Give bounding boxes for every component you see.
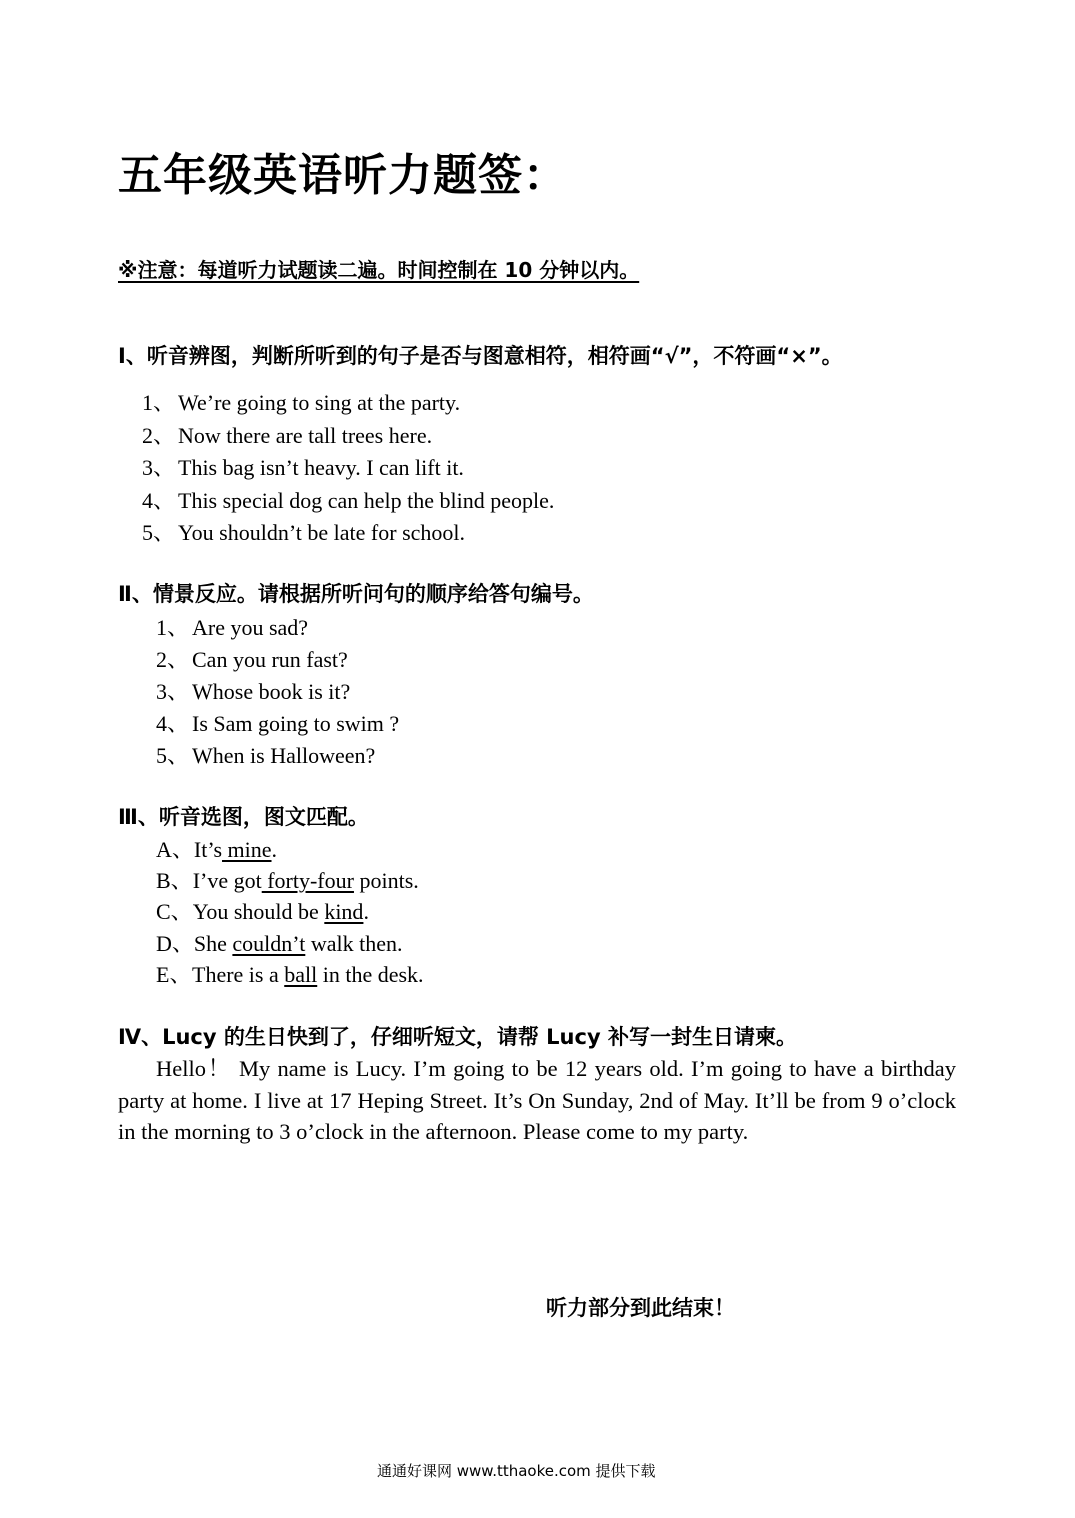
list-item: B、I’ve got forty-four points. bbox=[156, 868, 419, 893]
answer-word: couldn’t bbox=[232, 931, 306, 956]
notice: ※注意：每道听力试题读二遍。时间控制在 10 分钟以内。 bbox=[118, 258, 640, 282]
list-item: C、You should be kind. bbox=[156, 899, 369, 924]
list-item: D、She couldn’t walk then. bbox=[156, 931, 403, 956]
section2-heading: Ⅱ、情景反应。请根据所听问句的顺序给答句编号。 bbox=[118, 582, 594, 606]
list-item: 5、 You shouldn’t be late for school. bbox=[142, 520, 466, 545]
footer: 通通好课网 www.tthaoke.com 提供下载 bbox=[377, 1462, 656, 1480]
answer-word: kind bbox=[324, 899, 364, 924]
list-item: A、It’s mine. bbox=[156, 837, 278, 862]
list-item: 4、 Is Sam going to swim ? bbox=[156, 711, 400, 736]
section4-heading: Ⅳ、Lucy 的生日快到了，仔细听短文，请帮 Lucy 补写一封生日请柬。 bbox=[118, 1025, 797, 1049]
section3-heading: Ⅲ、听音选图，图文匹配。 bbox=[118, 805, 369, 829]
list-item: 1、 We’re going to sing at the party. bbox=[142, 390, 461, 415]
list-item: 5、 When is Halloween? bbox=[156, 743, 376, 768]
section1-heading: Ⅰ、听音辨图，判断所听到的句子是否与图意相符，相符画“√”，不符画“×”。 bbox=[118, 344, 843, 368]
list-item: 3、 Whose book is it? bbox=[156, 679, 351, 704]
answer-word: ball bbox=[284, 962, 318, 987]
page-title: 五年级英语听力题签： bbox=[118, 150, 568, 201]
list-item: 4、 This special dog can help the blind people. bbox=[142, 488, 555, 513]
end-text: 听力部分到此结束！ bbox=[546, 1296, 735, 1320]
list-item: 2、 Now there are tall trees here. bbox=[142, 423, 433, 448]
passage: Hello！ My name is Lucy. I’m going to be 12 years old. I’m going to have a birthday party at home. I live at 17 Heping Street. It’s On Sunday, 2nd of May. It’ll be from 9 o’clock in the morning to 3 o’clock in the afternoon. Please come to my party. bbox=[118, 1056, 956, 1144]
list-item: 1、 Are you sad? bbox=[156, 615, 309, 640]
list-item: 2、 Can you run fast? bbox=[156, 647, 348, 672]
answer-word: forty-four bbox=[261, 868, 354, 893]
list-item: 3、 This bag isn’t heavy. I can lift it. bbox=[142, 455, 464, 480]
list-item: E、There is a ball in the desk. bbox=[156, 962, 424, 987]
answer-word: mine bbox=[222, 837, 272, 862]
